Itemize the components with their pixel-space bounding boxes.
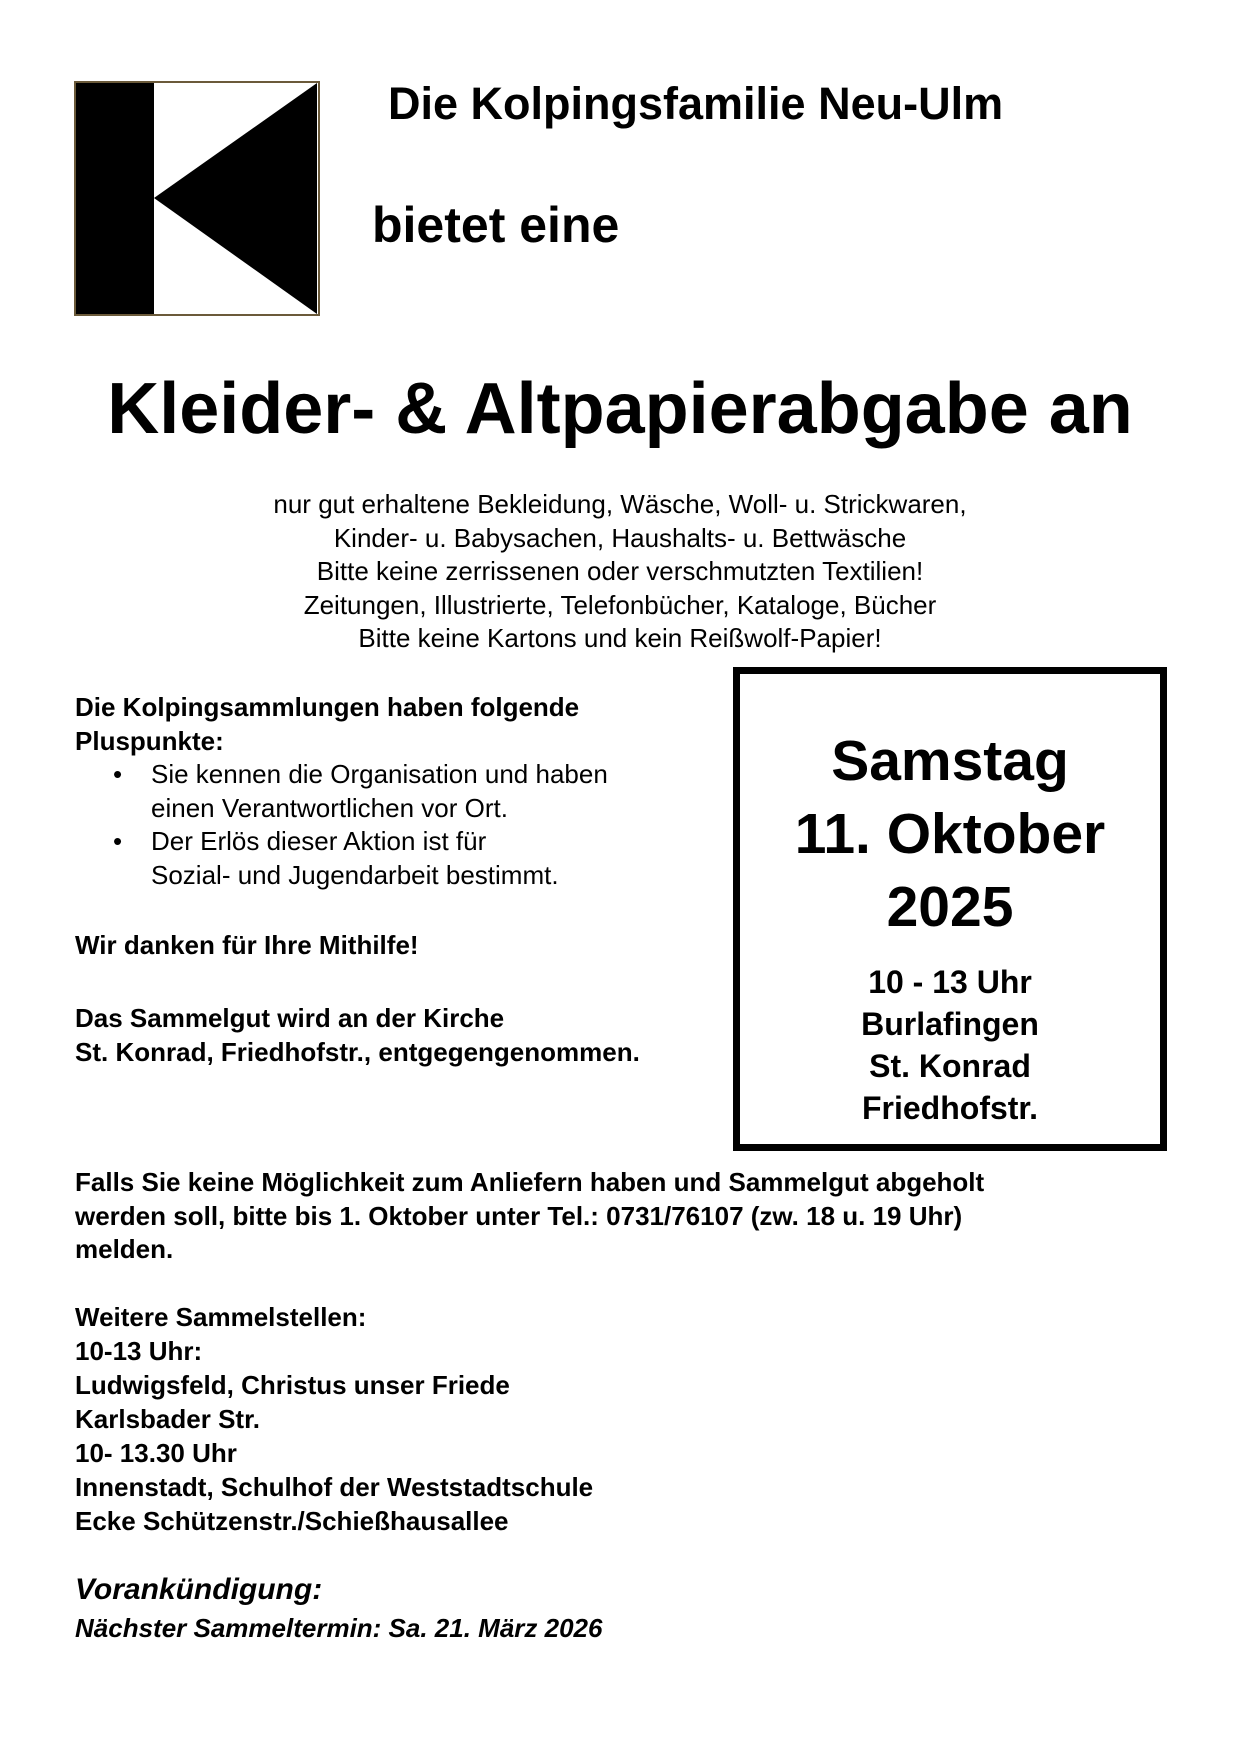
pluses-list	[75, 758, 725, 892]
offer-line: bietet eine	[372, 197, 620, 253]
more-locations	[75, 1300, 593, 1538]
list-item-line: einen Verantwortlichen vor Ort.	[151, 792, 508, 823]
date-year: 2025	[886, 875, 1014, 939]
list-item-line: Sie kennen die Organisation und haben	[151, 759, 608, 789]
accepted-line: Zeitungen, Illustrierte, Telefonbücher, Kataloge, Bücher	[303, 589, 937, 620]
date-place: Burlafingen	[861, 1006, 1039, 1042]
more-locations-line: 10- 13.30 Uhr	[75, 1438, 237, 1468]
more-locations-line: Karlsbader Str.	[75, 1404, 260, 1434]
date-time: 10 - 13 Uhr	[868, 964, 1032, 1000]
bullet-icon: •	[113, 826, 123, 856]
date-church: St. Konrad	[869, 1048, 1031, 1084]
announcement-text: Nächster Sammeltermin: Sa. 21. März 2026	[75, 1613, 603, 1643]
pickup-note	[75, 1166, 1195, 1267]
list-item	[75, 825, 725, 892]
pickup-note-line: melden.	[75, 1234, 174, 1264]
pluses-section	[75, 691, 725, 892]
accepted-line: Bitte keine zerrissenen oder verschmutzten Textilien!	[316, 556, 924, 586]
more-locations-line: Ecke Schützenstr./Schießhausallee	[75, 1506, 509, 1536]
date-weekday: Samstag	[831, 729, 1069, 793]
list-item-line: Der Erlös dieser Aktion ist für	[151, 826, 487, 856]
pickup-note-line: Falls Sie keine Möglichkeit zum Anliefern haben und Sammelgut abgeholt	[75, 1167, 985, 1197]
list-item-line: Sozial- und Jugendarbeit bestimmt.	[151, 859, 559, 890]
date-day-month: 11. Oktober	[794, 802, 1106, 866]
collection-note-line: Das Sammelgut wird an der Kirche	[75, 1003, 505, 1033]
accepted-items	[120, 488, 1120, 656]
pickup-note-line: werden soll, bitte bis 1. Oktober unter Tel.: 0731/76107 (zw. 18 u. 19 Uhr)	[75, 1200, 963, 1231]
kolping-k-logo-icon	[74, 81, 320, 316]
pluses-heading-line: Die Kolpingsammlungen haben folgende	[75, 692, 580, 722]
kolping-logo	[74, 81, 320, 316]
more-locations-heading: Weitere Sammelstellen:	[75, 1302, 367, 1332]
pluses-heading-line: Pluspunkte:	[75, 725, 224, 756]
organization-name: Die Kolpingsfamilie Neu-Ulm	[388, 78, 1004, 129]
more-locations-line: 10-13 Uhr:	[75, 1336, 203, 1366]
more-locations-line: Ludwigsfeld, Christus unser Friede	[75, 1370, 510, 1400]
thanks-text: Wir danken für Ihre Mithilfe!	[75, 930, 419, 960]
collection-note-line: St. Konrad, Friedhofstr., entgegengenommen.	[75, 1036, 640, 1067]
collection-note	[75, 1002, 640, 1069]
bullet-icon: •	[113, 759, 123, 789]
page-title: Kleider- & Altpapierabgabe an	[107, 369, 1133, 449]
announcement-heading: Vorankündigung:	[75, 1573, 323, 1606]
accepted-line: nur gut erhaltene Bekleidung, Wäsche, Woll- u. Strickwaren,	[273, 489, 967, 519]
date-street: Friedhofstr.	[861, 1090, 1038, 1126]
pluses-heading	[75, 691, 725, 758]
accepted-line: Bitte keine Kartons und kein Reißwolf-Papier!	[358, 623, 882, 653]
date-box	[733, 667, 1167, 1151]
list-item	[75, 758, 725, 825]
accepted-line: Kinder- u. Babysachen, Haushalts- u. Bettwäsche	[333, 522, 907, 553]
more-locations-line: Innenstadt, Schulhof der Weststadtschule	[75, 1472, 594, 1502]
